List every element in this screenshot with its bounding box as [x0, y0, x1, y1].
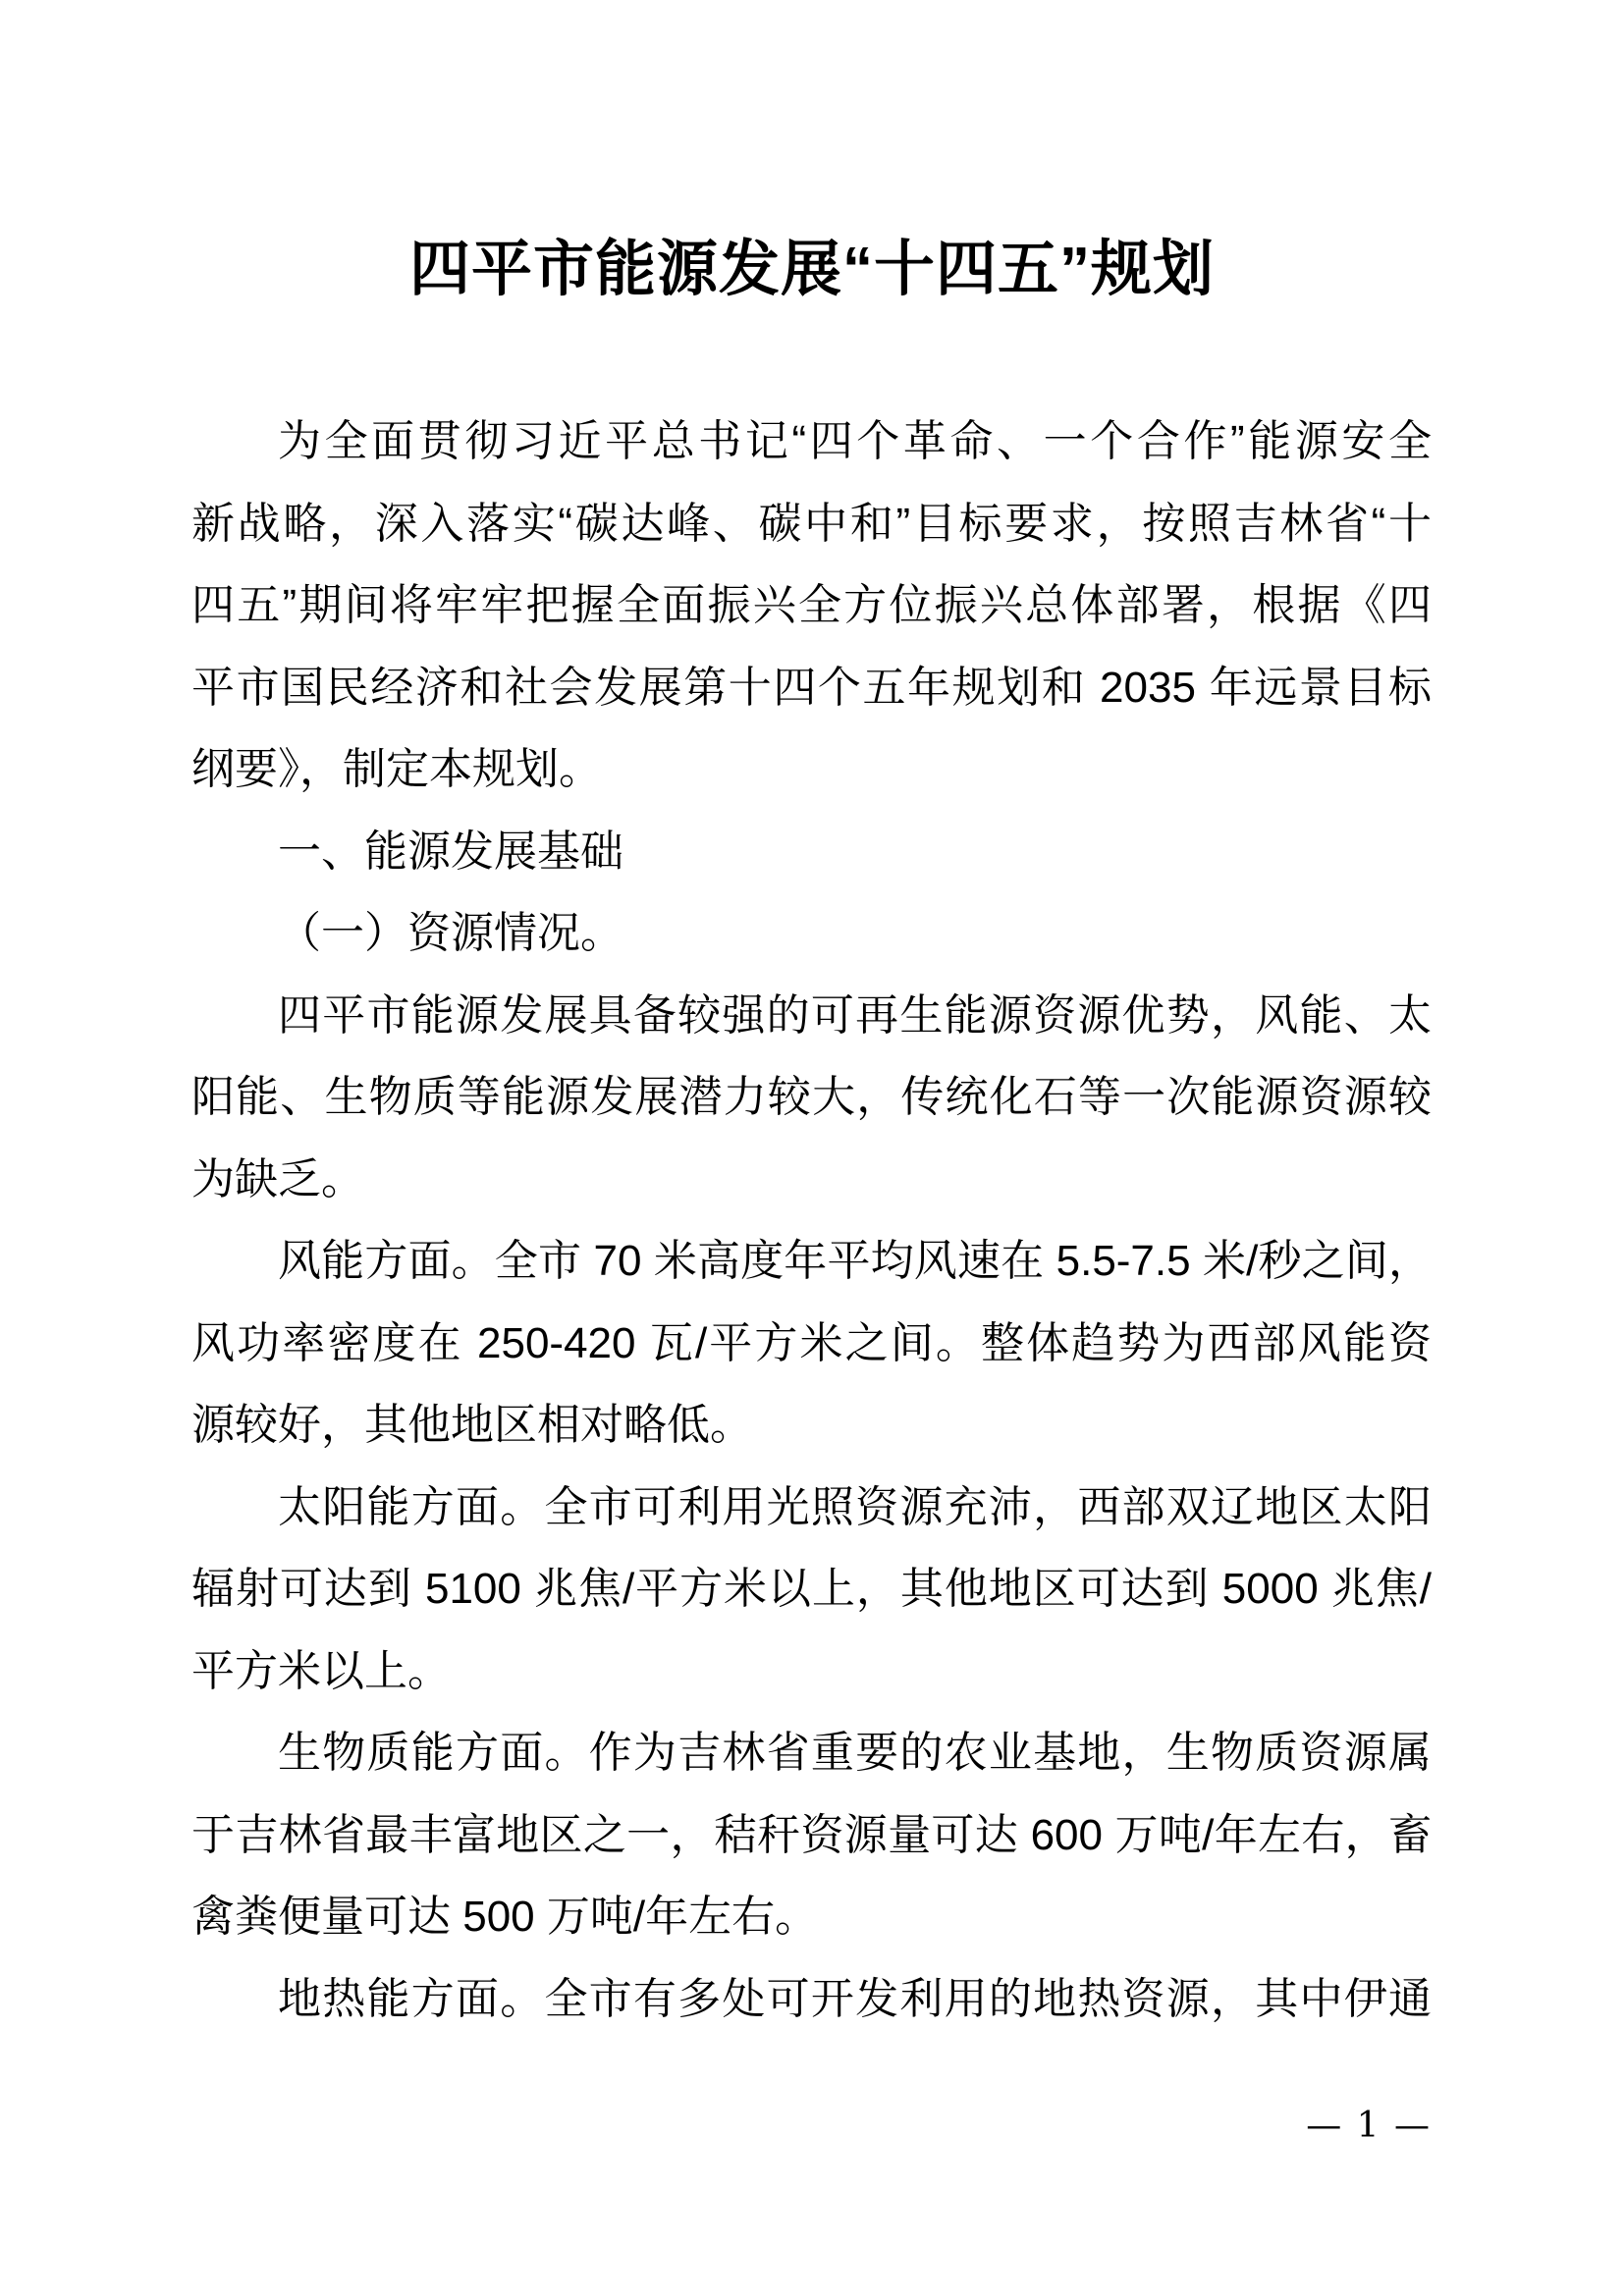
- document-body: [191, 400, 1432, 2040]
- wind-energy-paragraph: [191, 1220, 1432, 1467]
- intro-paragraph: [191, 400, 1432, 811]
- geothermal-energy-paragraph: [191, 1958, 1432, 2041]
- section-1-heading: [191, 811, 1432, 893]
- subsection-heading-line: （一）资源情况。: [278, 909, 623, 957]
- text-line: 地热能方面。全市有多处可开发利用的地热资源，其中伊通: [278, 1974, 1432, 2023]
- text-line: 辐射可达到 5100 兆焦/平方米以上，其他地区可达到 5000 兆焦/: [191, 1565, 1432, 1613]
- text-line: 源较好，其他地区相对略低。: [191, 1401, 753, 1449]
- section-heading-line: 一、能源发展基础: [278, 827, 623, 876]
- text-line: 风能方面。全市 70 米高度年平均风速在 5.5-7.5 米/秒之间，: [278, 1237, 1432, 1285]
- subsection-1-1-heading: [191, 892, 1432, 975]
- text-line: 为缺乏。: [191, 1154, 364, 1203]
- text-line: 纲要》，制定本规划。: [191, 745, 602, 793]
- solar-energy-paragraph: [191, 1467, 1432, 1713]
- document-title: 四平市能源发展“十四五”规划: [408, 236, 1215, 303]
- text-line: 风功率密度在 250-420 瓦/平方米之间。整体趋势为西部风能资: [191, 1318, 1432, 1367]
- text-line: 平方米以上。: [191, 1646, 451, 1695]
- text-line: 四五”期间将牢牢把握全面振兴全方位振兴总体部署，根据《四: [191, 581, 1432, 629]
- text-line: 禽粪便量可达 500 万吨/年左右。: [191, 1893, 819, 1941]
- page-number: — 1 —: [1306, 2106, 1432, 2146]
- text-line: 平市国民经济和社会发展第十四个五年规划和 2035 年远景目标: [191, 663, 1432, 712]
- text-line: 生物质能方面。作为吉林省重要的农业基地，生物质资源属: [278, 1729, 1432, 1777]
- text-line: 为全面贯彻习近平总书记“四个革命、一个合作”能源安全: [278, 417, 1432, 465]
- text-line: 阳能、生物质等能源发展潜力较大，传统化石等一次能源资源较: [191, 1073, 1432, 1121]
- text-line: 四平市能源发展具备较强的可再生能源资源优势，风能、太: [278, 990, 1432, 1040]
- text-line: 太阳能方面。全市可利用光照资源充沛，西部双辽地区太阳: [278, 1482, 1432, 1531]
- resources-overview-paragraph: [191, 975, 1432, 1221]
- text-line: 新战略，深入落实“碳达峰、碳中和”目标要求，按照吉林省“十: [191, 499, 1432, 548]
- biomass-energy-paragraph: [191, 1712, 1432, 1958]
- text-line: 于吉林省最丰富地区之一，秸秆资源量可达 600 万吨/年左右，畜: [191, 1810, 1432, 1859]
